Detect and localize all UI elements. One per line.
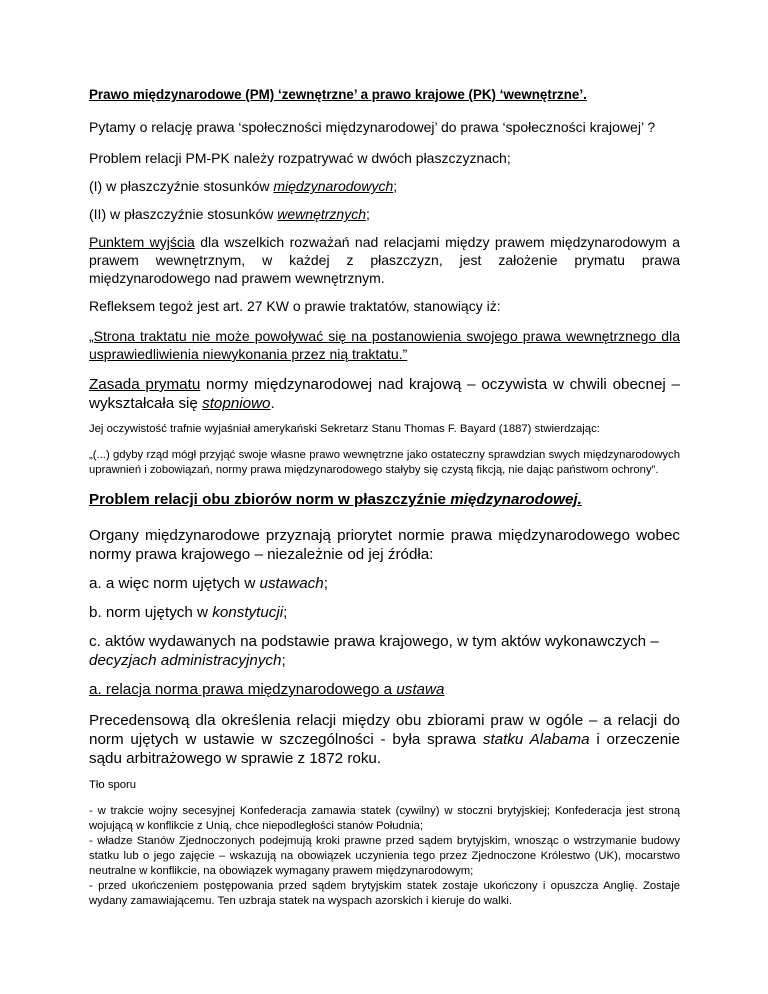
text: normy międzynarodowej nad krajową – oczywista w chwili obecnej – wykształcała się — [89, 376, 680, 412]
paragraph-bayard: Jej oczywistość trafnie wyjaśniał amerykański Sekretarz Stanu Thomas F. Bayard (1887) stwierdzając: — [89, 423, 600, 435]
text: Precedensową dla określenia relacji między obu zbiorami praw w ogóle – a relacji do norm ujętych w ustawie w szczególności - była sprawa — [89, 712, 680, 748]
bullet-confederacy-order: - w trakcie wojny secesyjnej Konfederacja zamawia statek (cywilny) w stoczni brytyjskiej; Konfederacja jest stroną wojującą w konflikcie z Unią, chce niepodległości stanów Południa; — [89, 805, 680, 832]
text: (I) w płaszczyźnie stosunków — [89, 178, 274, 194]
paragraph-dispute-background: Tło sporu — [89, 779, 137, 791]
paragraph-article-27: Refleksem tegoż jest art. 27 KW o prawie traktatów, stanowiący iż: — [89, 298, 501, 314]
text: b. norm ujętych w — [89, 604, 213, 621]
emphasis-term: ustawa — [396, 681, 445, 698]
underlined-lead: Punktem wyjścia — [89, 234, 195, 250]
list-item-b — [89, 603, 680, 622]
text: Problem relacji obu zbiorów norm w płaszczyźnie — [89, 491, 451, 508]
text: . — [270, 395, 275, 412]
bullet-us-legal-steps: - władze Stanów Zjednoczonych podejmują kroki prawne przed sądem brytyjskim, wnosząc o wstrzymanie budowy statku lub o jego zajęcie – wskazują na obowiązek uczynienia tego przez Zjednoczone Królestwo (UK), mocarstwo neutralne w konflikcie, na obowiązek wymagany prawem międzynarodowym; — [89, 835, 680, 877]
bullet-ship-departure: - przed ukończeniem postępowania przed sądem brytyjskim statek zostaje ukończony i opuszcza Anglię. Zostaje wydany zamawiającemu. Ten uzbraja statek na wyspach azorskich i kieruje do walki. — [89, 880, 680, 907]
text: (II) w płaszczyźnie stosunków — [89, 206, 278, 222]
paragraph-question: Pytamy o relację prawa ‘społeczności międzynarodowej’ do prawa ‘społeczności krajowej’ ? — [89, 119, 656, 135]
text: ; — [323, 575, 328, 592]
list-item-c — [89, 632, 680, 670]
paragraph-problem: Problem relacji PM-PK należy rozpatrywać w dwóch płaszczyznach; — [89, 150, 511, 166]
text: dla wszelkich rozważań nad relacjami między prawem międzynarodowym a prawem wewnętrznym, w każdej z płaszczyzn, jest założenie prymatu prawa międzynarodowego nad prawem wewnętrznym. — [89, 234, 680, 286]
text: a. relacja norma prawa międzynarodowego a — [89, 681, 397, 698]
emphasis-term: międzynarodowej. — [450, 491, 582, 508]
document-title: Prawo międzynarodowe (PM) ‘zewnętrzne’ a prawo krajowe (PK) ‘wewnętrzne’. — [89, 87, 587, 102]
paragraph-plane-international — [89, 177, 680, 195]
emphasis-term: stopniowo — [202, 395, 271, 412]
emphasis-term: decyzjach administracyjnych — [89, 652, 282, 669]
text: c. aktów wydawanych na podstawie prawa krajowego, w tym aktów wykonawczych – — [89, 633, 659, 650]
emphasis-term: konstytucji — [212, 604, 284, 621]
paragraph-priority: Organy międzynarodowe przyznają priorytet normie prawa międzynarodowego wobec normy prawa krajowego – niezależnie od jej źródła: — [89, 527, 680, 563]
text: a. a więc norm ujętych w — [89, 575, 260, 592]
section-heading-international — [89, 490, 680, 509]
paragraph-plane-domestic — [89, 205, 680, 223]
list-item-a — [89, 574, 680, 593]
text: ; — [366, 206, 370, 222]
emphasis-term: międzynarodowych — [273, 178, 394, 194]
document-page — [89, 86, 680, 909]
quote-article-27: „Strona traktatu nie może powoływać się na postanowienia swojego prawa wewnętrznego dla usprawiedliwienia niewykonania przez nią traktatu.” — [89, 328, 680, 362]
paragraph-alabama — [89, 711, 680, 768]
text: ; — [283, 604, 288, 621]
paragraph-starting-point — [89, 233, 680, 287]
text: ; — [393, 178, 398, 194]
text: i orzeczenie sądu arbitrażowego w sprawie z 1872 roku. — [89, 731, 680, 767]
emphasis-term: wewnętrznych — [277, 206, 366, 222]
paragraph-primacy-principle — [89, 375, 680, 413]
emphasis-term: ustawach — [259, 575, 324, 592]
subsection-heading-statute — [89, 680, 680, 699]
quote-bayard: „(...) gdyby rząd mógł przyjąć swoje własne prawo wewnętrzne jako ostateczny sprawdzian swych międzynarodowych uprawnień i zobowiązań, normy prawa międzynarodowego stałyby się czystą fikcją, nie dając państwom ochrony”. — [89, 449, 680, 476]
underlined-lead: Zasada prymatu — [89, 376, 201, 393]
text: ; — [281, 652, 286, 669]
emphasis-term: statku Alabama — [482, 731, 590, 748]
